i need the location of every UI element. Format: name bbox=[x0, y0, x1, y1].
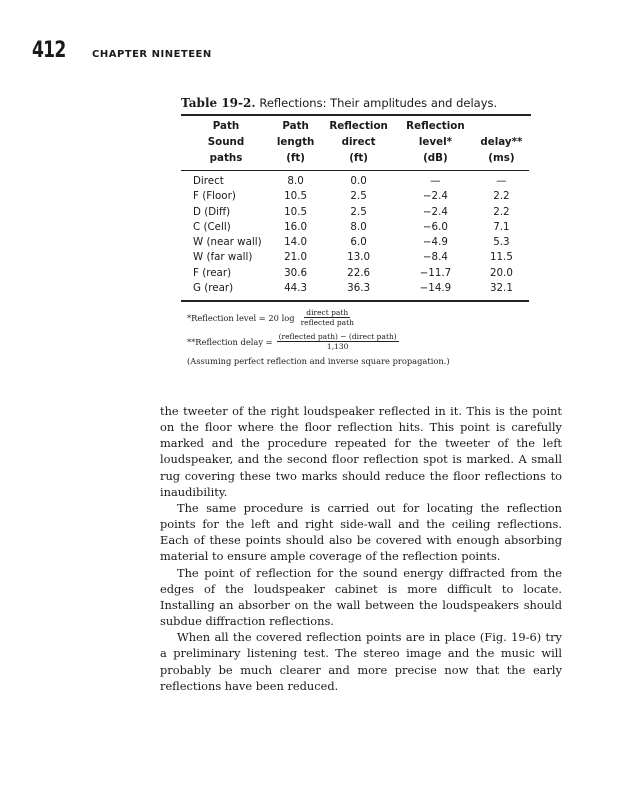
table-header-cell: level* bbox=[418, 136, 452, 148]
table-cell-value: 2.5 bbox=[350, 205, 367, 218]
note-assumption: (Assuming perfect reflection and inverse square propagation.) bbox=[187, 356, 450, 367]
page-header bbox=[32, 38, 212, 63]
table-cell-value: 7.1 bbox=[493, 220, 510, 233]
table-header-cell: direct bbox=[341, 136, 376, 148]
reflections-table-block bbox=[181, 96, 531, 366]
table-cell-value: −6.0 bbox=[422, 220, 448, 233]
table-cell-value: 14.0 bbox=[284, 236, 308, 249]
table-cell-value: 0.0 bbox=[350, 175, 367, 187]
table-header-cell bbox=[474, 116, 529, 134]
table-caption-label: Table 19-2. bbox=[181, 96, 256, 110]
table-cell-value: 10.5 bbox=[284, 190, 308, 203]
table-header-cell: (dB) bbox=[397, 150, 474, 171]
table-cell-value: −2.4 bbox=[422, 205, 448, 218]
table-row bbox=[181, 171, 529, 190]
table-cell-value: 22.6 bbox=[347, 266, 371, 279]
table-cell-value: 6.0 bbox=[350, 236, 367, 249]
note1-prefix: *Reflection level = 20 log bbox=[187, 312, 295, 323]
table-caption-text: Reflections: Their amplitudes and delays. bbox=[259, 96, 498, 110]
table-notes bbox=[187, 308, 531, 366]
table-row bbox=[181, 205, 529, 220]
table-row bbox=[181, 189, 529, 204]
table-header-cell: length bbox=[276, 136, 315, 148]
table-header-cell: (ft) bbox=[271, 150, 320, 171]
table-cell-value: 16.0 bbox=[284, 220, 308, 233]
table-cell-path-name: Direct bbox=[193, 175, 224, 187]
table-cell-value: 21.0 bbox=[284, 251, 308, 264]
table-cell-path-name: C (Cell) bbox=[193, 220, 231, 233]
table-cell-value: — bbox=[430, 175, 441, 187]
note1-fraction bbox=[299, 308, 356, 327]
table-cell-value: — bbox=[496, 175, 507, 187]
table-header-cell: paths bbox=[181, 150, 271, 171]
table-cell-value: 44.3 bbox=[271, 281, 320, 301]
table-header-cell: (ms) bbox=[474, 150, 529, 171]
table-cell-value: 2.2 bbox=[493, 205, 510, 218]
table-cell-path-name: F (rear) bbox=[193, 266, 232, 279]
table-header-row bbox=[181, 150, 529, 171]
table-caption bbox=[181, 96, 531, 116]
table-header-cell: Reflection bbox=[329, 120, 388, 132]
table-cell-path-name: W (near wall) bbox=[193, 236, 262, 249]
table-header-cell: (ft) bbox=[320, 150, 397, 171]
table-cell-path-name: W (far wall) bbox=[193, 251, 253, 264]
note2-numerator: (reflected path) − (direct path) bbox=[278, 332, 397, 342]
table-header-cell: Reflection bbox=[406, 120, 465, 132]
table-cell-path-name: D (Diff) bbox=[193, 205, 231, 218]
table-header-cell: Path bbox=[282, 120, 309, 132]
table-cell-value: 2.2 bbox=[493, 190, 510, 203]
table-cell-value: −2.4 bbox=[422, 190, 448, 203]
table-cell-value: 30.6 bbox=[284, 266, 308, 279]
table-row bbox=[181, 281, 529, 301]
table-cell-value: 8.0 bbox=[287, 175, 304, 187]
note2-denominator: 1,130 bbox=[326, 342, 349, 352]
table-cell-value: −8.4 bbox=[422, 251, 448, 264]
paragraph-3: The point of reflection for the sound energy diffracted from the edges of the loudspeaker cabinet is more difficult to locate. Installing an absorber on the wall between the loudspeakers should subdue diffraction reflections. bbox=[160, 565, 562, 629]
table-cell-value: 32.1 bbox=[474, 281, 529, 301]
table-cell-value: −11.7 bbox=[419, 266, 452, 279]
paragraph-1: the tweeter of the right loudspeaker reflected in it. This is the point on the floor where the floor reflection hits. This point is carefully marked and the procedure repeated for the tweeter of the left loudspeaker, and the second floor reflection spot is marked. A small rug covering these two marks should reduce the floor reflections to inaudibility. bbox=[160, 404, 562, 499]
table-header-row bbox=[181, 116, 529, 134]
table-header-row bbox=[181, 134, 529, 150]
table-cell-value: −4.9 bbox=[422, 236, 448, 249]
table-cell-value: 20.0 bbox=[489, 266, 513, 279]
body-text bbox=[160, 403, 562, 694]
table-cell-path-name: G (rear) bbox=[181, 281, 271, 301]
table-row bbox=[181, 235, 529, 250]
paragraph-2: The same procedure is carried out for locating the reflection points for the left and right side-wall and the ceiling reflections. Each of these points should also be covered with enough absorbing material to ensure ample coverage of the reflection points. bbox=[160, 500, 562, 564]
table-header-cell: delay** bbox=[480, 136, 523, 148]
chapter-title: CHAPTER NINETEEN bbox=[92, 49, 212, 60]
table-row bbox=[181, 250, 529, 265]
paragraph-4: When all the covered reflection points are in place (Fig. 19-6) try a preliminary listening test. The stereo image and the music will probably be much clearer and more precise now that the early reflections have been reduced. bbox=[160, 630, 562, 693]
table-cell-value: 2.5 bbox=[350, 190, 367, 203]
table-cell-value: 8.0 bbox=[350, 220, 367, 233]
table-header-cell: Sound bbox=[207, 136, 245, 148]
note1-denominator: reflected path bbox=[300, 318, 354, 328]
table-cell-value: 5.3 bbox=[493, 236, 510, 249]
note2-prefix: **Reflection delay = bbox=[187, 336, 273, 347]
note-reflection-delay bbox=[187, 332, 531, 351]
note1-numerator: direct path bbox=[306, 308, 349, 318]
page-number: 412 bbox=[32, 38, 66, 63]
table-header-cell: Path bbox=[212, 120, 240, 132]
table-cell-value: 13.0 bbox=[347, 251, 371, 264]
table-cell-path-name: F (Floor) bbox=[193, 190, 236, 203]
table-cell-value: 10.5 bbox=[284, 205, 308, 218]
table-row bbox=[181, 266, 529, 281]
table-cell-value: 11.5 bbox=[489, 251, 513, 264]
note2-fraction bbox=[277, 332, 399, 351]
table-row bbox=[181, 220, 529, 235]
table-cell-value: −14.9 bbox=[397, 281, 474, 301]
note-reflection-level bbox=[187, 308, 531, 327]
table-cell-value: 36.3 bbox=[320, 281, 397, 301]
reflections-table bbox=[181, 116, 529, 302]
